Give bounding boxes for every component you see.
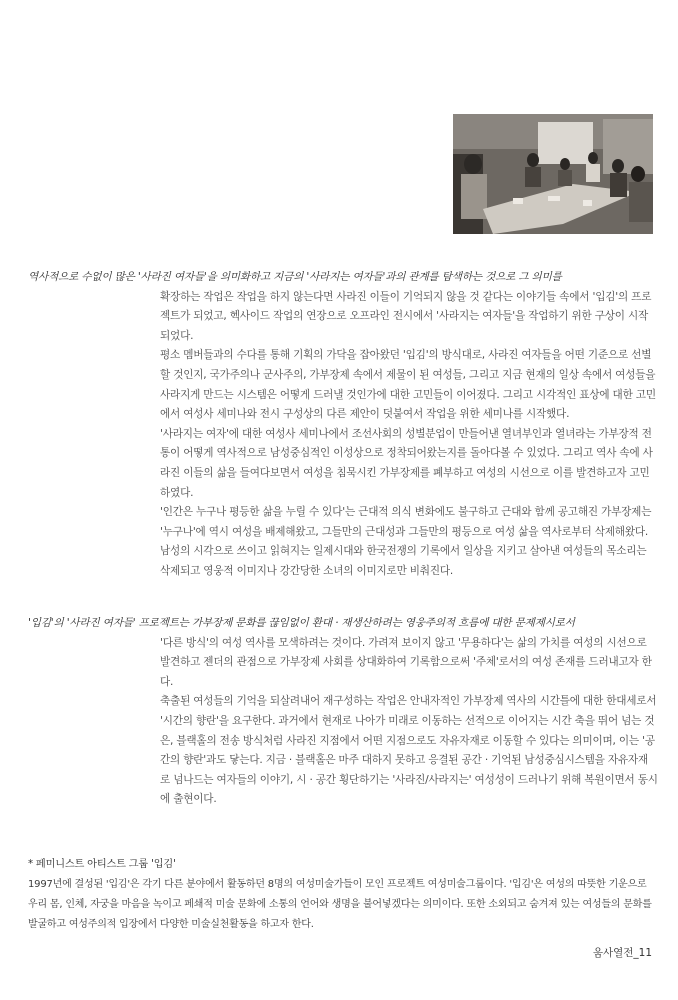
section-2-lead: '입김'의 '사라진 여자들' 프로젝트는 가부장제 문화를 끊임없이 환대 · 재생산하려는 영웅주의적 흐름에 대한 문제제시로서	[28, 617, 575, 629]
section-2-body	[160, 634, 658, 810]
section-1-lead: 역사적으로 수없이 많은 '사라진 여자들'을 의미화하고 지금의 '사라지는 여자들'과의 관계를 탐색하는 것으로 그 의미를	[28, 271, 562, 283]
meeting-photo-icon	[453, 114, 653, 234]
section-1-paragraph: '사라지는 여자'에 대한 여성사 세미나에서 조선사회의 성별분업이 만들어낸 열녀부인과 열녀라는 가부장적 전통이 어떻게 역사적으로 남성중심적인 이성상으로 정착되어왔는지를 돌아다볼 수 있었다. 그리고 역사 속에 사라진 이들의 삶을 들여다보면서 여성을 침묵시킨 가부장제를 폐부하고 여성의 시선으로 이를 발견하고자 고민하였다.	[160, 427, 653, 499]
section-1-body	[160, 288, 658, 582]
section-1-paragraph: 확장하는 작업은 작업을 하지 않는다면 사라진 이들이 기억되지 않을 것 같다는 이야기들 속에서 '입김'의 프로젝트가 되었고, 헥사이드 작업의 연장으로 오프라인 전시에서 '사라지는 여자들'을 작업하기 위한 구상이 시작되었다.	[160, 290, 652, 342]
section-2-paragraph: '다른 방식'의 여성 역사를 모색하려는 것이다. 가려져 보이지 않고 '무용하다'는 삶의 가치를 여성의 시선으로 발견하고 젠더의 관점으로 가부장제 사회를 상대화하여 기록함으로써 '주체'로서의 여성 존재를 드러내고자 한다.	[160, 636, 652, 688]
footnote-text: 1997년에 결성된 '입김'은 각기 다른 분야에서 활동하던 8명의 여성미술가들이 모인 프로젝트 여성미술그룹이다. '입김'은 여성의 따뜻한 기운으로 우리 몸, 인체, 자궁을 마음을 녹이고 페쇄적 미술 문화에 소통의 언어와 생명을 불어넣겠다는 의미이다. 또한 소외되고 숨겨져 있는 여성들의 문화를 발굴하고 여성주의적 입장에서 다양한 미술실천활동을 하고자 한다.	[28, 879, 652, 930]
section-2	[28, 614, 658, 810]
section-2-paragraph: 축출된 여성들의 기억을 되살려내어 재구성하는 작업은 안내자적인 가부장제 역사의 시간틀에 대한 한대세로서 '시간의 향란'을 요구한다. 과거에서 현재로 나아가 미래로 이동하는 선적으로 이어지는 시간 축을 뛰어 넘는 것은, 블랙홀의 전송 방식처럼 사라진 지점에서 어떤 지점으로도 자유자재로 이동할 수 있다는 의미이며, 이는 '공간의 향란'과도 닿는다. 지금 · 블랙홀은 마주 대하지 못하고 응결된 공간 · 기억된 남성중심시스템을 자유자재로 넘나드는 여자들의 이야기, 시 · 공간 횡단하기는 '사라진/사라지는' 여성성이 드러나기 위해 복원이면서 동시에 출현이다.	[160, 695, 658, 806]
page-folio: 움사열전_11	[592, 947, 652, 959]
footnote	[28, 855, 658, 935]
section-1-paragraph: 평소 멤버들과의 수다를 통해 기획의 가닥을 잡아왔던 '입김'의 방식대로, 사라진 여자들을 어떤 기준으로 선별할 것인지, 국가주의나 군사주의, 가부장제 속에서 제물이 된 여성들, 그리고 지금 현재의 일상 속에서 여성들을 사라지게 만드는 시스템은 어떻게 드러낼 것인가에 대한 고민들이 이어졌다. 그리고 시각적인 표상에 대한 고민에서 여성사 세미나와 전시 구성상의 다른 제안이 덧붙여서 작업을 위한 세미나를 시작했다.	[160, 349, 656, 421]
footnote-title: * 페미니스트 아티스트 그룹 '입김'	[28, 859, 176, 870]
meeting-photo	[453, 114, 653, 234]
section-1-paragraph: '인간은 누구나 평등한 삶을 누릴 수 있다'는 근대적 의식 변화에도 불구하고 근대와 함께 공고해진 가부장제는 '누구나'에 역시 여성을 배제해왔고, 그들만의 근대성과 그들만의 평등으로 여성 삶을 역사로부터 삭제해왔다. 남성의 시각으로 쓰이고 읽혀지는 일제시대와 한국전쟁의 기록에서 일상을 지키고 살아낸 여성들의 목소리는 삭제되고 영웅적 이미지나 강간당한 소녀의 이미지로만 비춰진다.	[160, 506, 652, 577]
section-1	[28, 268, 658, 582]
